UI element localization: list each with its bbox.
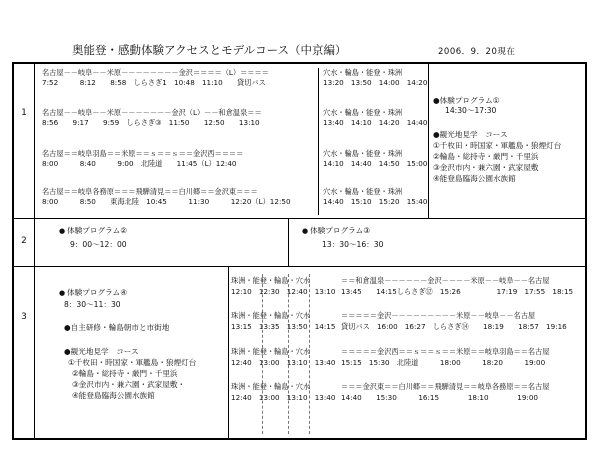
return-origin-times: 12:10 12:30 12:40 13:10 (231, 287, 336, 296)
route-dest-times: 13:20 13:50 14:00 14:20 (323, 78, 428, 87)
row1-divider-1 (318, 68, 319, 215)
sightseeing-item: ①千枚田・時国家・軍艦島・狼煙灯台 (433, 141, 562, 150)
bullet-icon (59, 288, 67, 297)
return-path: ＝＝＝金沢東＝＝白川郷＝＝飛騨清見＝＝岐阜各務原＝＝名古屋 (341, 382, 550, 391)
study-label: ●自主研修・輪島朝市と市街地 (64, 323, 170, 332)
route-dest: 穴水・輪島・能登・珠洲 (323, 108, 403, 117)
sightseeing-item: ④能登島臨海公園水族館 (433, 174, 516, 183)
num-column-divider (34, 64, 35, 438)
row-divider (14, 218, 585, 219)
program-2-label-text: 体験プログラム② (67, 226, 127, 235)
return-origin-times: 13:15 13:35 13:50 14:15 (231, 322, 336, 331)
row1-divider-2 (428, 64, 429, 218)
route-times: 8:56 9:17 9:59 しらさぎ③ 11:50 12:50 13:10 (42, 118, 260, 127)
sightseeing-item: ①千枚田・時国家・軍艦島・狼煙灯台 (68, 358, 197, 367)
return-path: ＝＝＝＝＝金沢西＝＝ｓ＝＝ｓ＝＝米原＝＝岐阜羽島＝＝名古屋 (341, 347, 550, 356)
sightseeing-item: ④能登島臨海公園水族館 (72, 391, 155, 400)
program-2-label (59, 226, 127, 236)
return-times: 15:15 15:30 北陸道 18:00 18:20 19:00 (341, 358, 546, 367)
page-title: 奥能登・感動体験アクセスとモデルコース（中京編） (72, 43, 347, 57)
return-times: 14:40 15:30 16:15 18:10 19:00 (341, 393, 539, 402)
row-number-3: 3 (21, 312, 27, 322)
return-origin: 珠洲・能登・輪島・穴水 (231, 276, 311, 285)
sightseeing-item: ③金沢市内・兼六園・武家屋敷 (433, 163, 539, 172)
sightseeing-label: ●観光地見学 コース (64, 347, 139, 356)
route-path: 名古屋＝＝岐阜各務原＝＝＝飛騨清見＝＝白川郷＝＝金沢東＝＝＝ (42, 187, 258, 196)
route-times: 8:00 8:50 東海北陸 10:45 11:30 12:20（L）12:50 (42, 197, 291, 206)
route-dest-times: 14:40 15:10 15:20 15:40 (323, 197, 428, 206)
route-dest-times: 14:10 14:40 14:50 15:00 (323, 159, 428, 168)
sightseeing-item: ②輪島・総持寺・厳門・千里浜 (433, 152, 539, 161)
sightseeing-item: ③金沢市内・兼六園・武家屋敷・ (72, 380, 186, 389)
program-1-time: 14:30～17:30 (445, 106, 497, 115)
route-path: 名古屋－－岐阜－－米原－－－－－－－金沢（L）－－和倉温泉＝＝ (42, 108, 262, 117)
route-dest-times: 13:40 14:10 14:20 14:40 (323, 118, 428, 127)
return-path: ＝＝＝＝＝金沢－－－－－－－－－米原－－岐阜－－名古屋 (341, 311, 536, 320)
date-stamp: 2006．9．20現在 (438, 47, 516, 57)
sightseeing-label: ●観光地見学 コース (433, 130, 508, 139)
program-3-label-text: 体験プログラム③ (310, 226, 370, 235)
route-times: 8:00 8:40 9:00 北陸道 11:45（L）12:40 (42, 159, 237, 168)
route-dest: 穴水・輪島・能登・珠洲 (323, 149, 403, 158)
row2-divider (288, 218, 289, 266)
route-dest: 穴水・輪島・能登・珠洲 (323, 68, 403, 77)
return-times: 貸切バス 16:00 16:27 しらさぎ⑭ 18:19 18:57 19:16 (341, 322, 567, 331)
schedule-table (12, 62, 587, 440)
return-times: 13:45 14:15しらさぎ⑫ 15:26 17:19 17:55 18:15 (341, 287, 574, 296)
row-divider (14, 266, 585, 267)
bullet-icon (302, 226, 310, 235)
return-origin: 珠洲・能登・輪島・穴水 (231, 311, 311, 320)
route-path: 名古屋－－岐阜－－米原－－－－－－－－金沢＝＝＝＝（L）＝＝＝＝ (42, 68, 269, 77)
return-origin-times: 12:40 13:00 13:10 13:40 (231, 393, 336, 402)
program-1-label: ●体験プログラム① (433, 96, 500, 105)
route-path: 名古屋＝＝岐阜羽島＝＝米原＝＝ｓ＝＝ｓ＝＝金沢西＝＝＝＝ (42, 149, 244, 158)
route-times: 7:52 8:12 8:58 しらさぎ1 10:48 11:10 貸切バス (42, 78, 266, 87)
program-4-label-text: 体験プログラム④ (67, 288, 127, 297)
row-number-2: 2 (21, 236, 27, 246)
return-origin-times: 12:40 13:00 13:10 13:40 (231, 358, 336, 367)
return-origin: 珠洲・能登・輪島・穴水 (231, 382, 311, 391)
row3-divider (228, 266, 229, 438)
program-3-label (302, 226, 370, 236)
program-3-time: 13：30～16：30 (322, 240, 384, 249)
row-number-1: 1 (21, 108, 27, 118)
program-4-label (59, 288, 127, 298)
return-origin: 珠洲・能登・輪島・穴水 (231, 347, 311, 356)
program-2-time: 9：00～12：00 (70, 240, 127, 249)
bullet-icon (59, 226, 67, 235)
program-4-time: 8：30～11：30 (64, 300, 121, 309)
route-dest: 穴水・輪島・能登・珠洲 (323, 187, 403, 196)
return-path: ＝＝和倉温泉－－－－－－金沢－－－－米原－－岐阜－－名古屋 (341, 276, 550, 285)
sightseeing-item: ②輪島・総持寺・厳門・千里浜 (72, 369, 178, 378)
